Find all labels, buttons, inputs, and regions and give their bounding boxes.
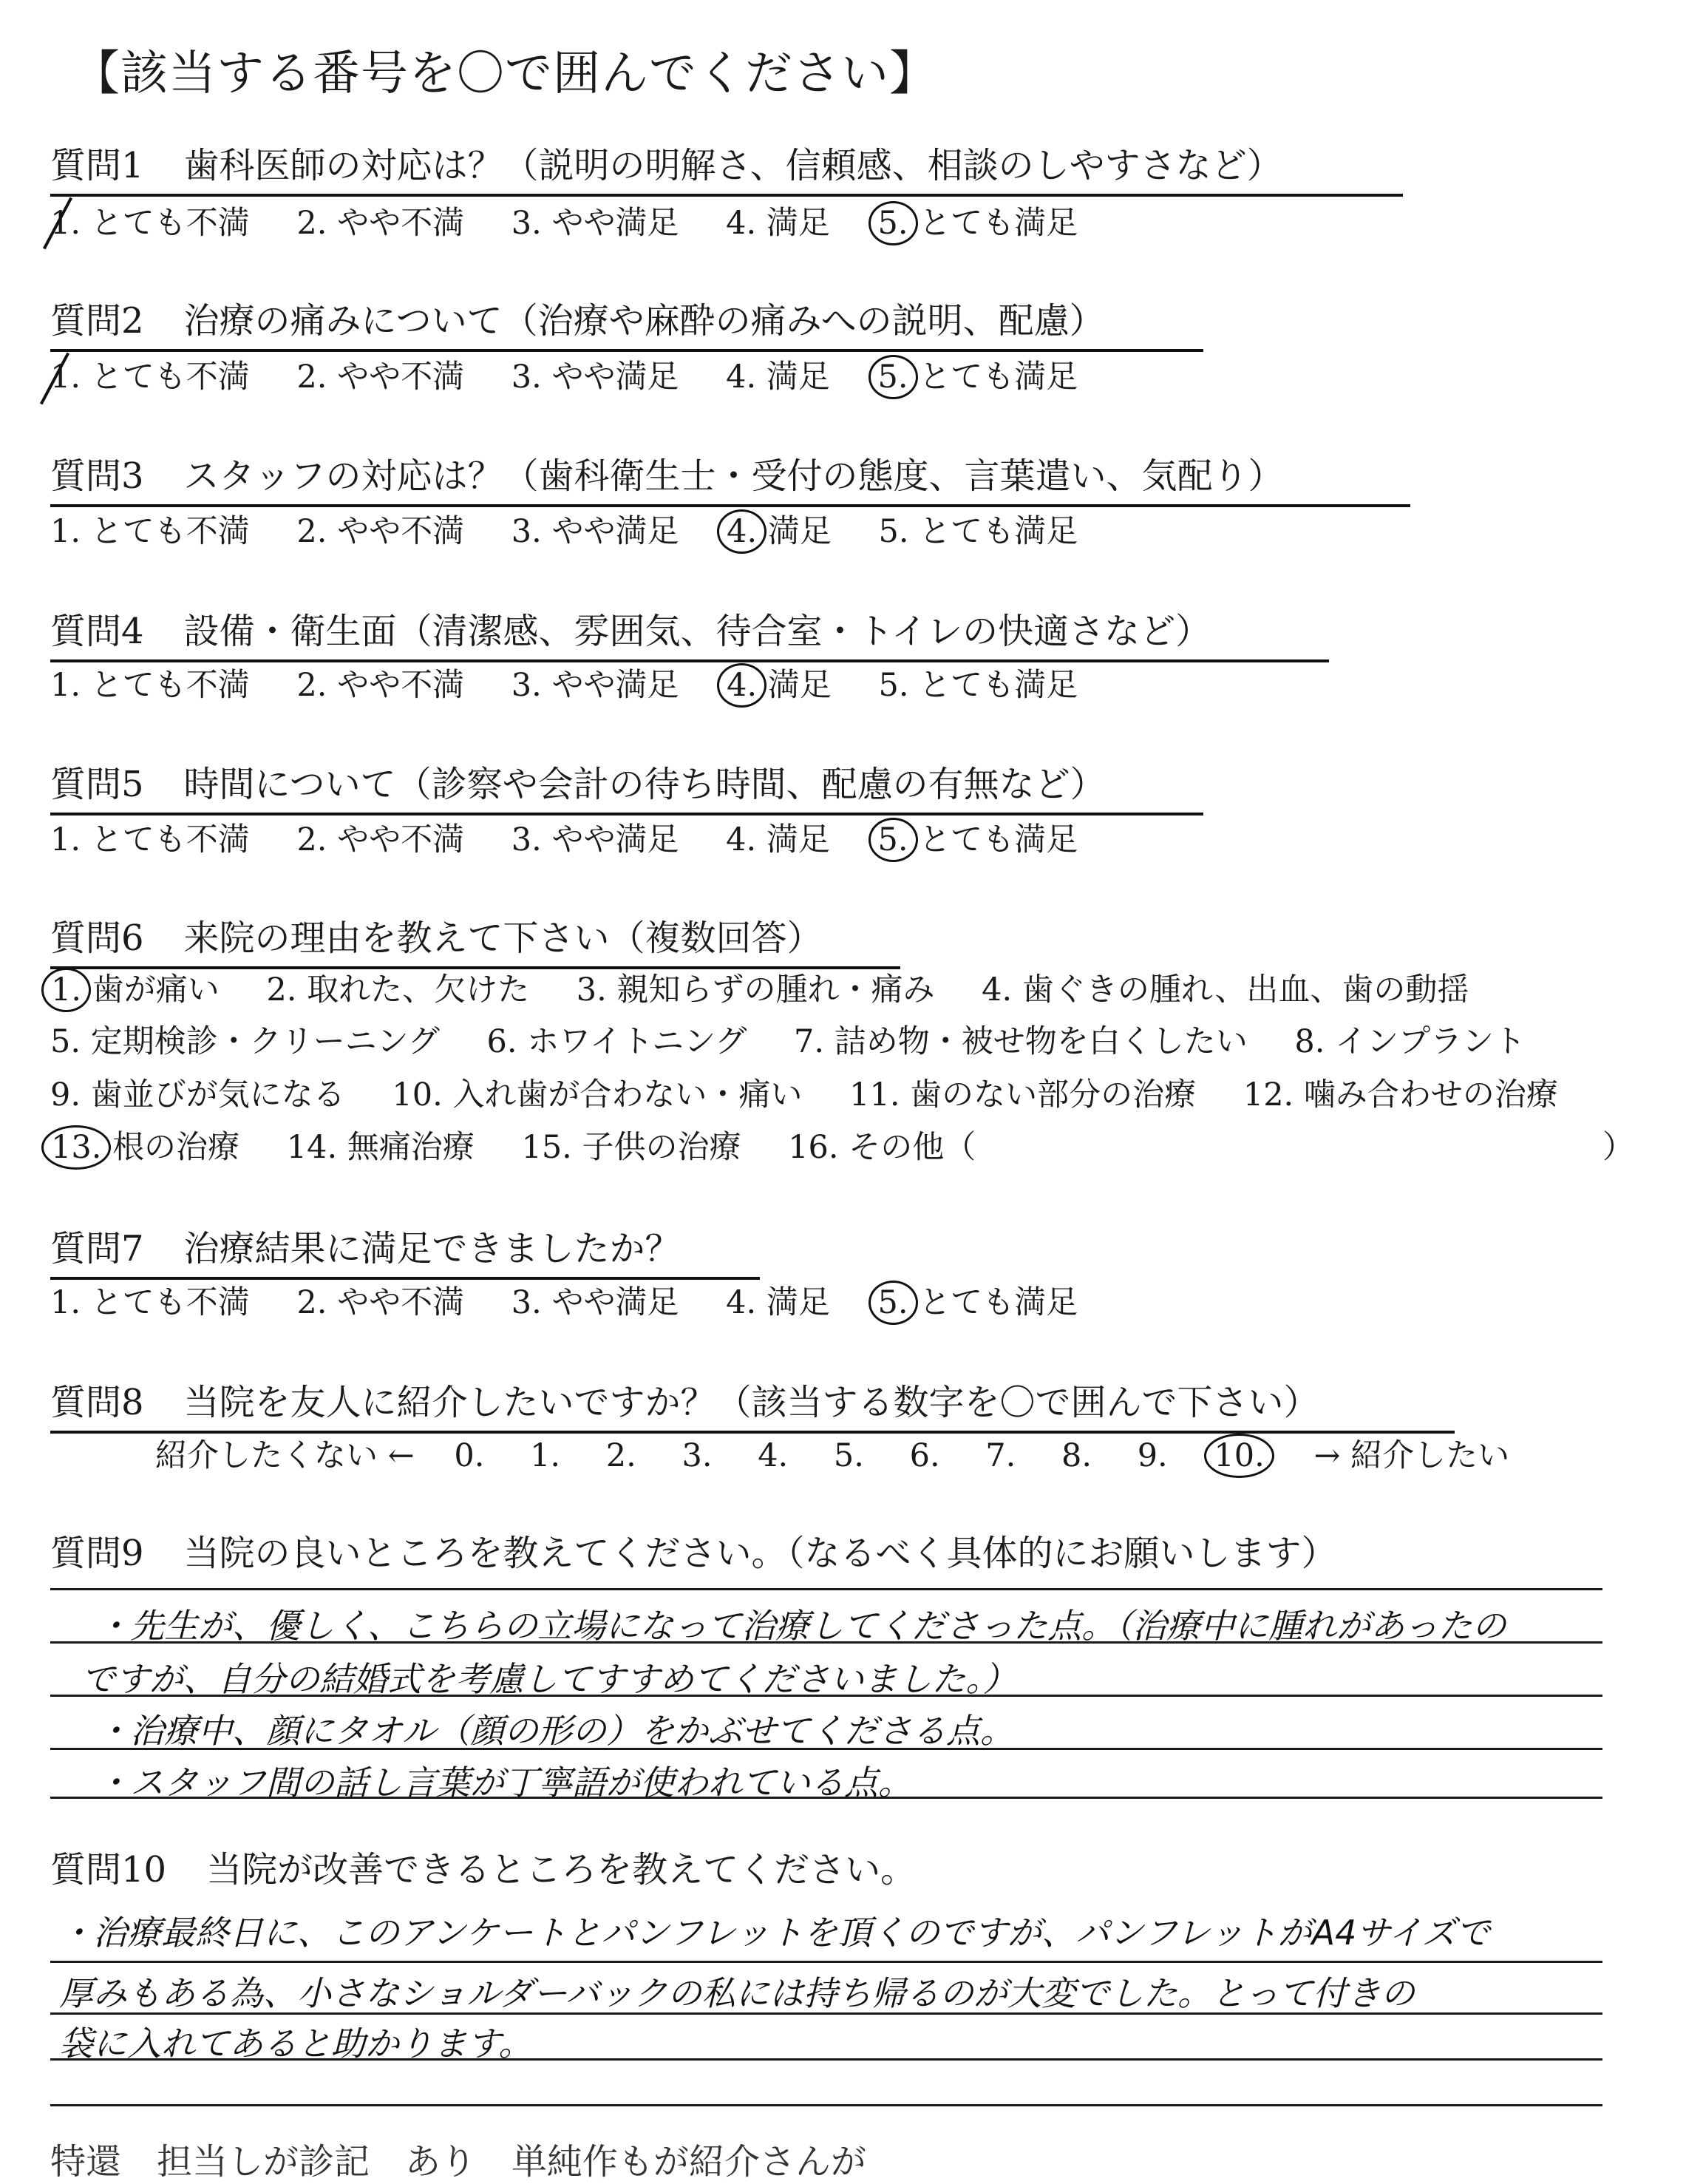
question-6: 質問6 来院の理由を教えて下さい（複数回答） <box>50 909 900 969</box>
page-title: 【該当する番号を〇で囲んでください】 <box>72 47 937 101</box>
q5-option-5[interactable]: 5. とても満足 <box>877 815 1078 860</box>
q8-left-label: 紹介したくない ← <box>155 1437 415 1474</box>
q10-answer-line-2[interactable]: 厚みもある為、小さなショルダーバックの私には持ち帰るのが大変でした。とって付きの <box>59 1973 1415 2013</box>
q8-score-5[interactable]: 5. <box>833 1437 864 1474</box>
q8-score-4[interactable]: 4. <box>758 1437 789 1474</box>
q6-option-2[interactable]: 2. 取れた、欠けた <box>266 971 530 1008</box>
q5-option-1[interactable]: 1. とても不満 <box>50 821 250 858</box>
q6-option-4[interactable]: 4. 歯ぐきの腫れ、出血、歯の動揺 <box>982 971 1469 1008</box>
q6-option-15[interactable]: 15. 子供の治療 <box>521 1129 741 1166</box>
q8-right-label: → 紹介したい <box>1313 1437 1510 1474</box>
q6-option-5[interactable]: 5. 定期検診・クリーニング <box>50 1023 440 1060</box>
q7-options <box>50 1278 1115 1323</box>
q6-option-14[interactable]: 14. 無痛治療 <box>286 1129 475 1166</box>
q7-option-5[interactable]: 5. とても満足 <box>877 1278 1078 1323</box>
answer-line <box>50 1961 1602 1963</box>
q6-options-row-2 <box>50 1017 1563 1062</box>
question-7: 質問7 治療結果に満足できましたか？ <box>50 1220 760 1280</box>
q6-option-11[interactable]: 11. 歯のない部分の治療 <box>849 1076 1197 1113</box>
q5-option-2[interactable]: 2. やや不満 <box>296 821 465 858</box>
question-3: 質問3 スタッフの対応は？（歯科衛生士・受付の態度、言葉遣い、気配り） <box>50 447 1410 507</box>
q8-score-9[interactable]: 9. <box>1137 1437 1168 1474</box>
answer-line <box>50 2104 1602 2106</box>
q3-option-5[interactable]: 5. とても満足 <box>878 513 1078 550</box>
q4-option-2[interactable]: 2. やや不満 <box>296 667 465 704</box>
q5-option-3[interactable]: 3. やや満足 <box>511 821 679 858</box>
q6-option-7[interactable]: 7. 詰め物・被せ物を白くしたい <box>794 1023 1248 1060</box>
q8-scale <box>155 1431 1509 1476</box>
q4-option-1[interactable]: 1. とても不満 <box>50 667 250 704</box>
question-5: 質問5 時間について（診察や会計の待ち時間、配慮の有無など） <box>50 756 1203 815</box>
q8-score-8[interactable]: 8. <box>1061 1437 1092 1474</box>
q8-score-10[interactable]: 10. <box>1204 1434 1274 1478</box>
q10-answer-line-1[interactable]: ・治療最終日に、このアンケートとパンフレットを頂くのですが、パンフレットがA4サイズで <box>59 1913 1490 1953</box>
question-9: 質問9 当院の良いところを教えてください。（なるべく具体的にお願いします） <box>50 1533 1337 1574</box>
q6-option-12[interactable]: 12. 噛み合わせの治療 <box>1243 1076 1558 1113</box>
q6-option-8[interactable]: 8. インプラント <box>1294 1023 1526 1060</box>
question-8: 質問8 当院を友人に紹介したいですか？（該当する数字を〇で囲んで下さい） <box>50 1374 1455 1434</box>
q10-answer-line-3[interactable]: 袋に入れてあると助かります。 <box>59 2024 533 2063</box>
q8-score-0[interactable]: 0. <box>454 1437 485 1474</box>
q2-option-2[interactable]: 2. やや不満 <box>296 359 465 396</box>
q6-options-row-4 <box>50 1122 1634 1167</box>
q6-option-1[interactable]: 1. 歯が痛い <box>50 965 220 1010</box>
question-4: 質問4 設備・衛生面（清潔感、雰囲気、待合室・トイレの快適さなど） <box>50 603 1329 662</box>
q6-option-10[interactable]: 10. 入れ歯が合わない・痛い <box>392 1076 803 1113</box>
q2-option-4[interactable]: 4. 満足 <box>726 359 830 396</box>
q5-options <box>50 815 1115 860</box>
question-1 <box>50 137 1403 197</box>
q1-option-3[interactable]: 3. やや満足 <box>511 205 679 242</box>
q1-options <box>50 198 1115 243</box>
q3-option-1[interactable]: 1. とても不満 <box>50 513 250 550</box>
question-text: 歯科医師の対応は？（説明の明解さ、信頼感、相談のしやすさなど） <box>183 145 1282 186</box>
q6-option-16[interactable]: 16. その他（ <box>788 1129 976 1166</box>
q7-option-4[interactable]: 4. 満足 <box>726 1284 830 1321</box>
q8-score-3[interactable]: 3. <box>681 1437 713 1474</box>
q2-option-1[interactable]: 1. とても不満 <box>50 352 250 397</box>
q3-options <box>50 506 1115 552</box>
q9-answer-line-2[interactable]: ですが、自分の結婚式を考慮してすすめてくださいました。） <box>81 1659 1017 1699</box>
q6-option-3[interactable]: 3. 親知らずの腫れ・痛み <box>576 971 935 1008</box>
q8-score-2[interactable]: 2. <box>605 1437 636 1474</box>
close-paren: ） <box>1602 1129 1634 1166</box>
q6-options-row-3 <box>50 1070 1595 1115</box>
q6-options-row-1 <box>50 965 1506 1010</box>
question-label: 質問1 <box>50 145 144 186</box>
q8-score-1[interactable]: 1. <box>530 1437 561 1474</box>
q4-options <box>50 660 1115 705</box>
q6-option-13[interactable]: 13. 根の治療 <box>50 1122 239 1167</box>
q1-option-4[interactable]: 4. 満足 <box>726 205 830 242</box>
q2-option-5[interactable]: 5. とても満足 <box>877 352 1078 397</box>
q3-option-4[interactable]: 4. 満足 <box>726 506 832 552</box>
q3-option-3[interactable]: 3. やや満足 <box>511 513 679 550</box>
q8-score-6[interactable]: 6. <box>909 1437 940 1474</box>
q9-answer-line-3[interactable]: ・治療中、顔にタオル（顔の形の）をかぶせてくださる点。 <box>96 1711 1014 1751</box>
q9-answer-line-4[interactable]: ・スタッフ間の話し言葉が丁寧語が使われている点。 <box>96 1763 912 1803</box>
footer-partial-text: 特還 担当しが診記 あり 単純作もが紹介さんが <box>50 2141 867 2183</box>
question-2: 質問2 治療の痛みについて（治療や麻酔の痛みへの説明、配慮） <box>50 292 1203 352</box>
q4-option-5[interactable]: 5. とても満足 <box>878 667 1078 704</box>
q4-option-4[interactable]: 4. 満足 <box>726 660 832 705</box>
answer-line <box>50 1588 1602 1590</box>
q9-answer-line-1[interactable]: ・先生が、優しく、こちらの立場になって治療してくださった点。（治療中に腫れがあったの <box>96 1606 1506 1646</box>
q7-option-3[interactable]: 3. やや満足 <box>511 1284 679 1321</box>
q6-option-9[interactable]: 9. 歯並びが気になる <box>50 1076 345 1113</box>
q3-option-2[interactable]: 2. やや不満 <box>296 513 465 550</box>
question-10: 質問10 当院が改善できるところを教えてください。 <box>50 1849 917 1890</box>
q2-options <box>50 352 1115 397</box>
q1-option-1[interactable]: 1. とても不満 <box>50 198 250 243</box>
q2-option-3[interactable]: 3. やや満足 <box>511 359 679 396</box>
q5-option-4[interactable]: 4. 満足 <box>726 821 830 858</box>
q4-option-3[interactable]: 3. やや満足 <box>511 667 679 704</box>
q1-option-5[interactable]: 5. とても満足 <box>877 198 1078 243</box>
q8-score-7[interactable]: 7. <box>985 1437 1016 1474</box>
q1-option-2[interactable]: 2. やや不満 <box>296 205 465 242</box>
q7-option-1[interactable]: 1. とても不満 <box>50 1284 250 1321</box>
q6-option-6[interactable]: 6. ホワイトニング <box>486 1023 747 1060</box>
q7-option-2[interactable]: 2. やや不満 <box>296 1284 465 1321</box>
